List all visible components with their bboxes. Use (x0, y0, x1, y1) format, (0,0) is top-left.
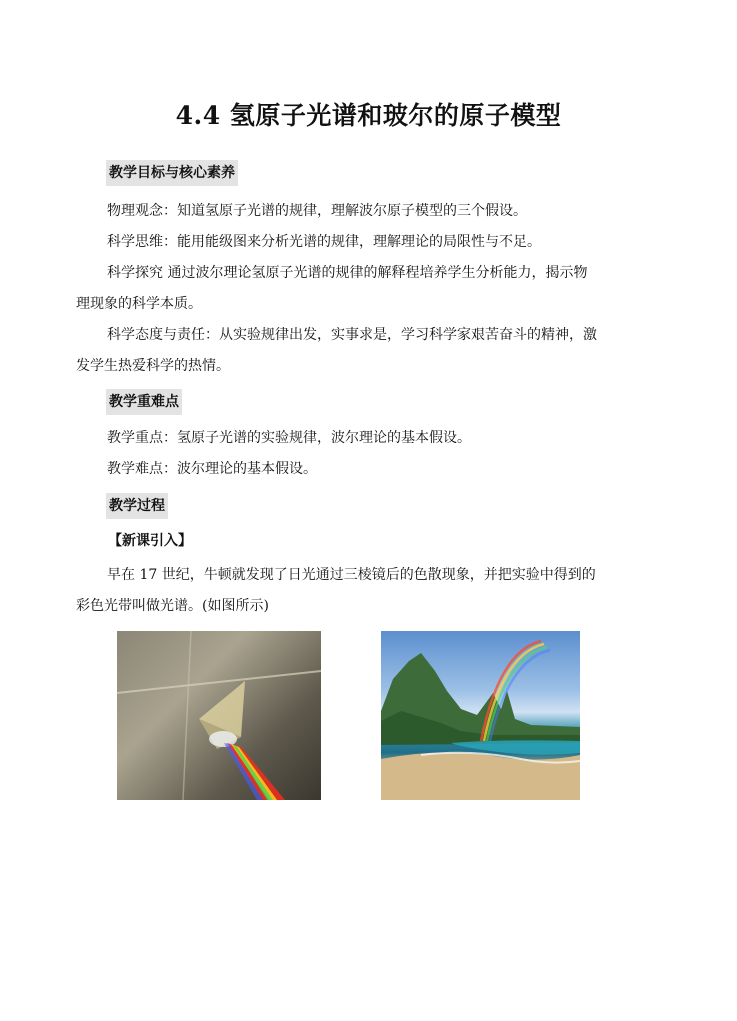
page-title: 4.4 氢原子光谱和玻尔的原子模型 (175, 101, 562, 130)
goal-line-1: 物理观念：知道氢原子光谱的规律，理解波尔原子模型的三个假设。 (107, 203, 527, 219)
goals-heading: 教学目标与核心素养 (106, 160, 238, 186)
goal-line-3-cont: 理现象的科学本质。 (76, 296, 202, 312)
intro-line-1: 早在 17 世纪，牛顿就发现了日光通过三棱镜后的色散现象，并把实验中得到的 (107, 567, 596, 583)
key-point-line-1: 教学重点：氢原子光谱的实验规律，波尔理论的基本假设。 (107, 430, 471, 446)
goal-line-4-cont: 发学生热爱科学的热情。 (76, 358, 230, 374)
key-point-line-2: 教学难点：波尔理论的基本假设。 (107, 461, 317, 477)
goal-line-3: 科学探究 通过波尔理论氢原子光谱的规律的解释程培养学生分析能力，揭示物 (107, 265, 588, 281)
key-points-heading: 教学重难点 (106, 389, 182, 415)
goal-line-2: 科学思维：能用能级图来分析光谱的规律，理解理论的局限性与不足。 (107, 234, 541, 250)
goal-line-4: 科学态度与责任：从实验规律出发，实事求是，学习科学家艰苦奋斗的精神，激 (107, 327, 597, 343)
intro-label: 【新课引入】 (108, 533, 192, 549)
process-heading: 教学过程 (106, 493, 168, 519)
intro-line-2: 彩色光带叫做光谱。(如图所示) (76, 598, 269, 614)
prism-photo (117, 631, 321, 800)
rainbow-photo (381, 631, 580, 800)
